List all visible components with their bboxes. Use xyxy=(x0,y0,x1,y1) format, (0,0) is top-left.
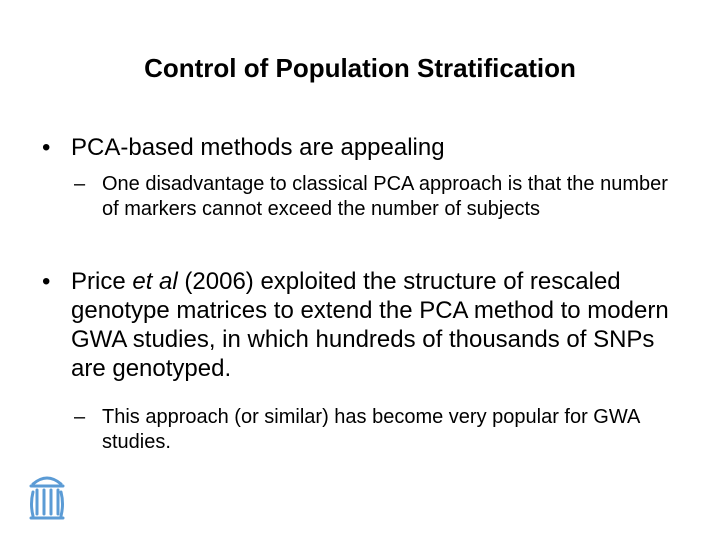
bullet-2-text-after: (2006) exploited the structure of rescaled genotype matrices to extend the PCA method to modern GWA studies, in which hundreds of thousands of SNPs are genotyped. xyxy=(71,268,669,382)
bullet-marker: • xyxy=(42,268,51,295)
bullet-1-text: PCA-based methods are appealing xyxy=(71,134,445,161)
sub-bullet-2-text: This approach (or similar) has become very popular for GWA studies. xyxy=(102,406,640,453)
bullet-2-text xyxy=(71,267,682,383)
bullet-marker: • xyxy=(42,134,51,161)
sub-bullet-2 xyxy=(74,405,684,455)
sub-bullet-1-text: One disadvantage to classical PCA approach is that the number of markers cannot exceed the number of subjects xyxy=(102,173,668,220)
slide-title: Control of Population Stratification xyxy=(144,53,576,83)
sub-bullet-marker: – xyxy=(74,173,86,195)
bullet-1 xyxy=(42,133,682,162)
bullet-2-text-italic: et al xyxy=(132,268,178,295)
sub-bullet-1 xyxy=(74,172,684,222)
bullet-2 xyxy=(42,267,682,383)
bullet-2-text-before: Price xyxy=(71,268,133,295)
old-well-icon xyxy=(27,470,67,520)
sub-bullet-marker: – xyxy=(74,406,86,428)
